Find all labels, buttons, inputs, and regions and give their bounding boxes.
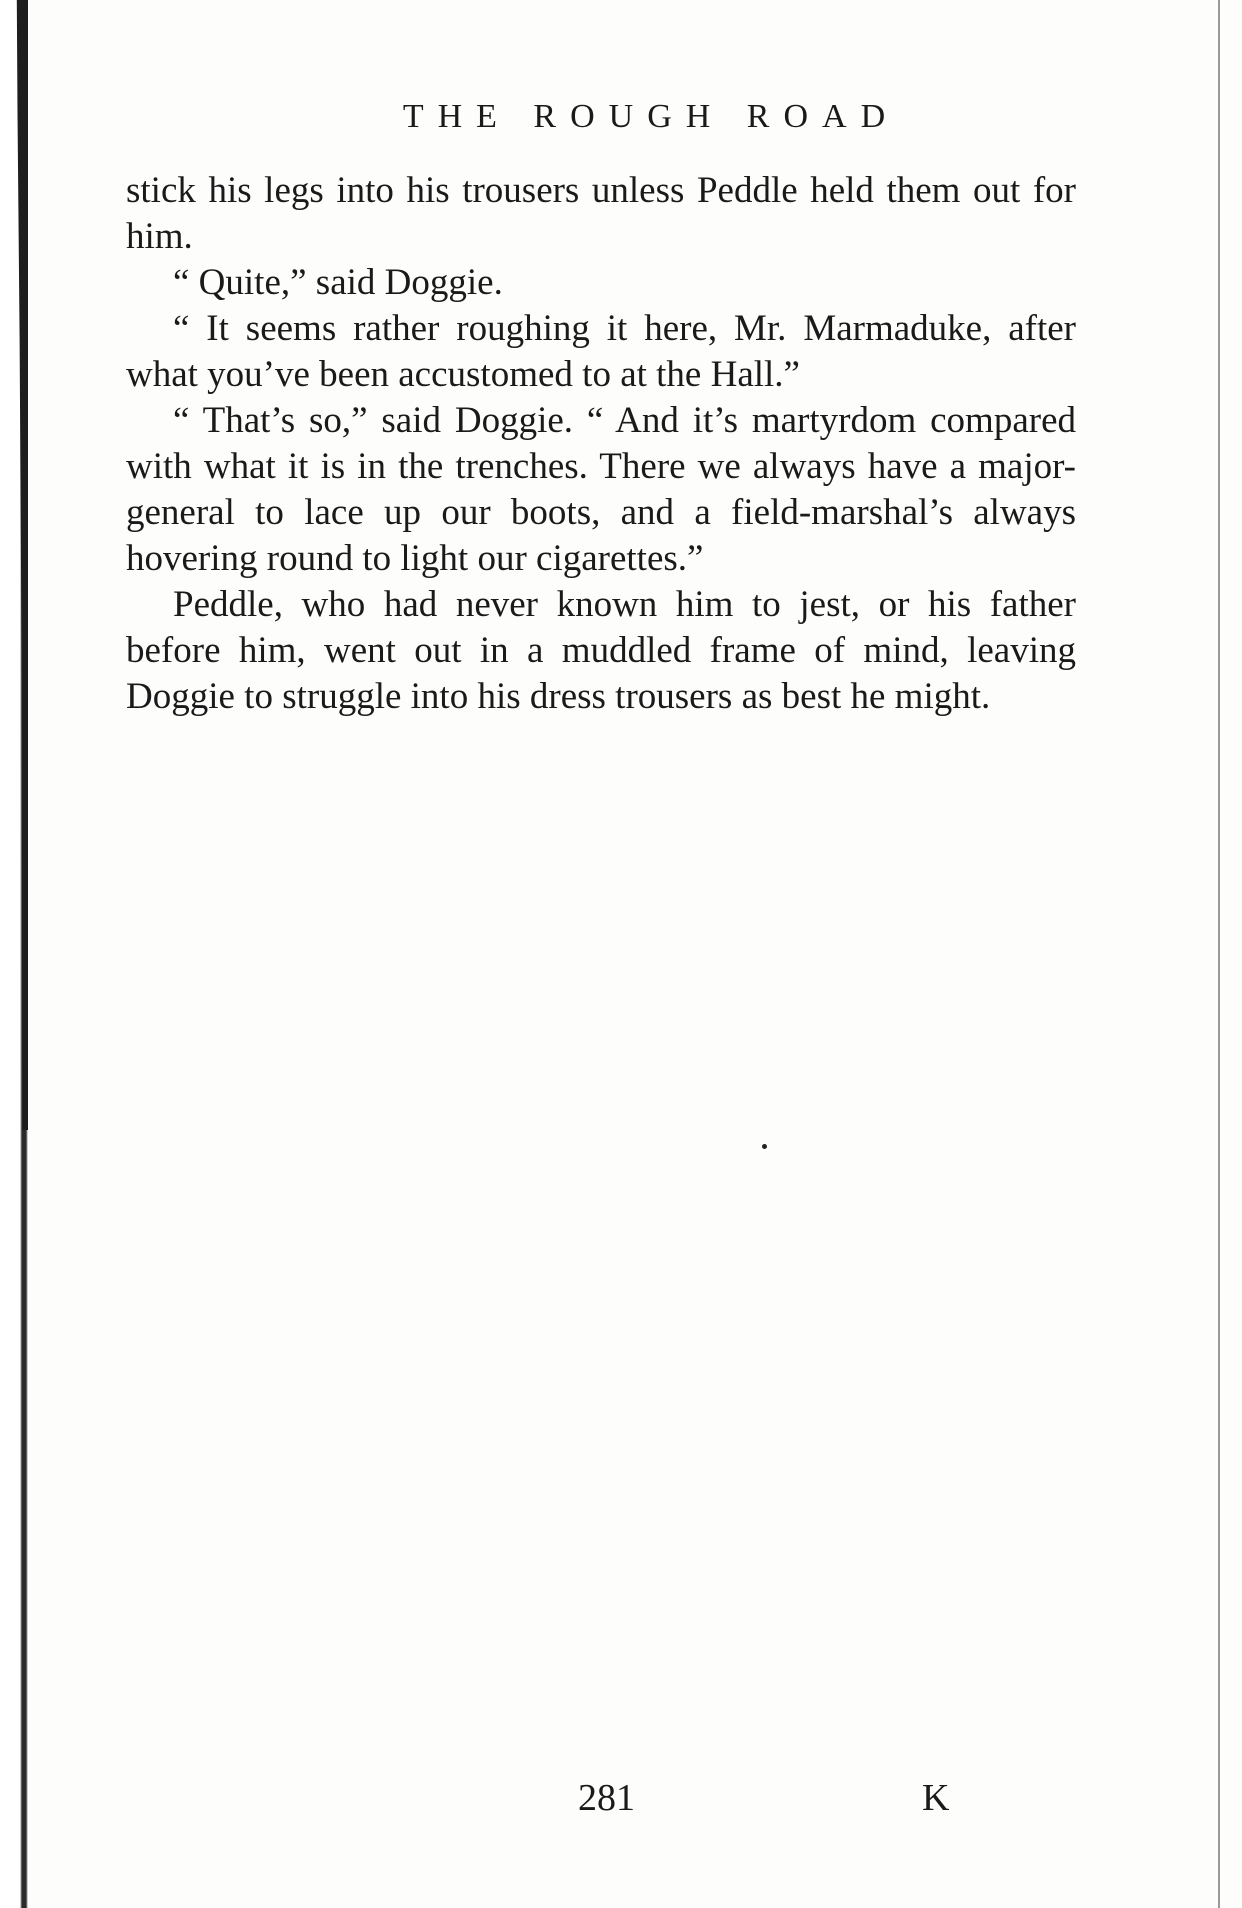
paragraph: “ Quite,” said Doggie.: [173, 262, 503, 303]
body-text: [126, 168, 1076, 720]
signature-mark: K: [922, 1777, 950, 1819]
paragraph: “ That’s so,” said Doggie. “ And it’s martyrdom compared with what it is in the trenches. There we always have a major-general to lace up our boots, and a field-marshal’s always hovering round to light our cigarettes.”: [126, 400, 1076, 579]
page-number: 281: [578, 1777, 635, 1819]
running-head: THE ROUGH ROAD: [402, 98, 900, 135]
paragraph: “ It seems rather roughing it here, Mr. Marmaduke, after what you’ve been accustomed to at the Hall.”: [126, 308, 1076, 395]
paragraph: stick his legs into his trousers unless Peddle held them out for him.: [126, 170, 1076, 257]
ink-speck: [762, 1144, 767, 1149]
paragraph: Peddle, who had never known him to jest, or his father before him, went out in a muddled frame of mind, leaving Doggie to struggle into his dress trousers as best he might.: [126, 584, 1076, 717]
page-edge-line: [1218, 0, 1220, 1908]
